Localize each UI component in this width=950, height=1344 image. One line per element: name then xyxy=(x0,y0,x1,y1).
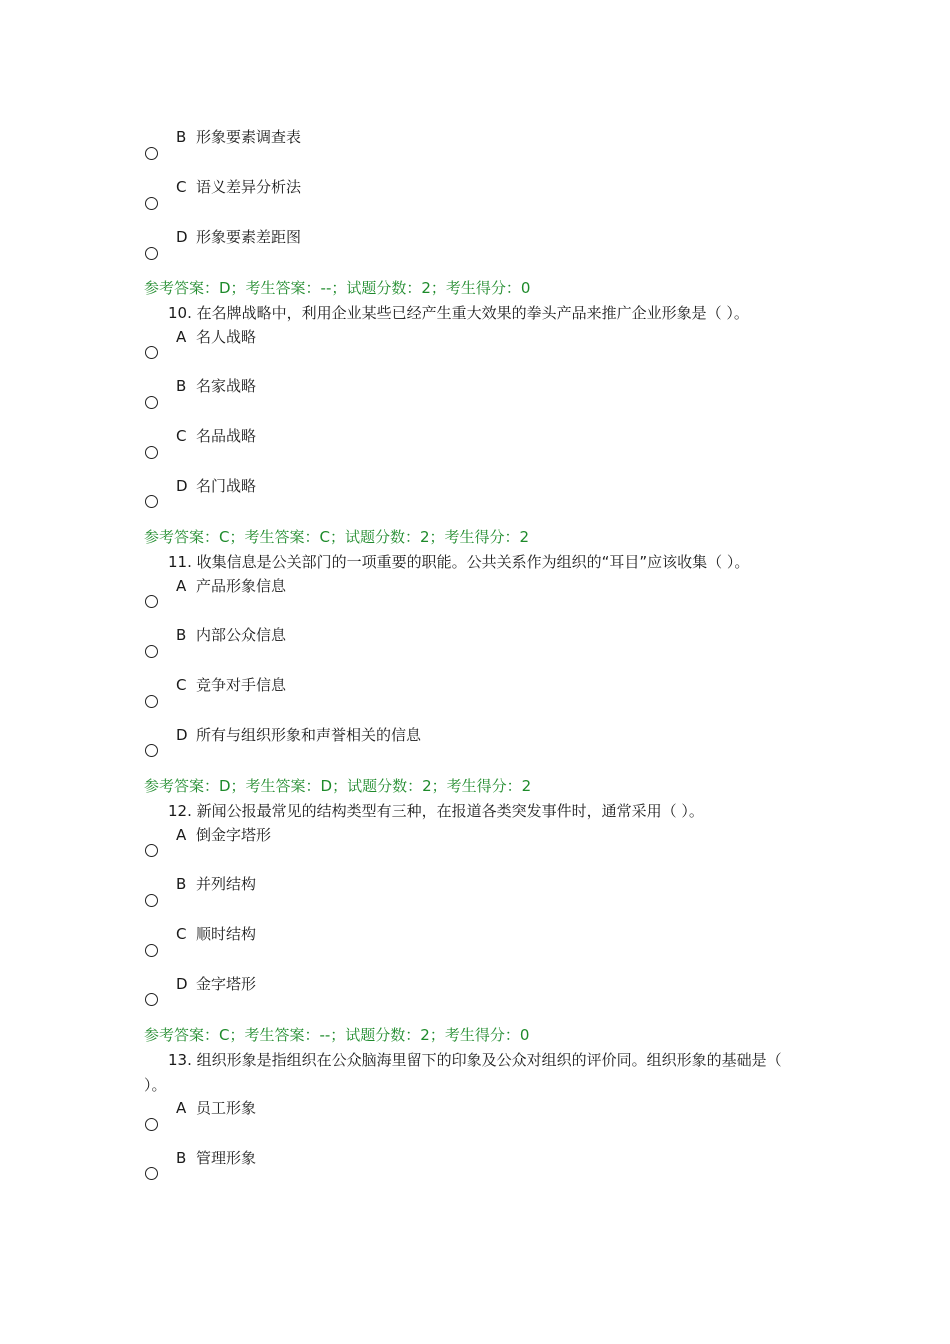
radio-option-d[interactable] xyxy=(145,495,158,508)
question-13: 13. 组织形象是指组织在公众脑海里留下的印象及公众对组织的评价同。组织形象的基础是（ xyxy=(168,1051,782,1069)
radio-option-b[interactable] xyxy=(145,396,158,409)
option-a: A 倒金字塔形 xyxy=(176,826,272,844)
question-12: 12. 新闻公报最常见的结构类型有三种，在报道各类突发事件时，通常采用（ ）。 xyxy=(168,802,704,820)
option-b: B 形象要素调查表 xyxy=(176,128,302,146)
radio-option-c[interactable] xyxy=(145,446,158,459)
radio-option-c[interactable] xyxy=(145,695,158,708)
option-b: B 并列结构 xyxy=(176,875,257,893)
radio-option-d[interactable] xyxy=(145,247,158,260)
radio-option-b[interactable] xyxy=(145,1167,158,1180)
option-c: C 语义差异分析法 xyxy=(176,178,302,196)
option-b: B 内部公众信息 xyxy=(176,626,287,644)
option-c: C 竞争对手信息 xyxy=(176,676,287,694)
option-d: D 形象要素差距图 xyxy=(176,228,302,246)
radio-option-a[interactable] xyxy=(145,346,158,359)
option-a: A 名人战略 xyxy=(176,328,257,346)
answer-line: 参考答案：C；考生答案：C；试题分数：2；考生得分：2 xyxy=(144,528,530,546)
radio-option-a[interactable] xyxy=(145,595,158,608)
option-b: B 管理形象 xyxy=(176,1149,257,1167)
question-11: 11. 收集信息是公关部门的一项重要的职能。公共关系作为组织的“耳目”应该收集（ ）。 xyxy=(168,553,750,571)
option-d: D 名门战略 xyxy=(176,477,257,495)
option-a: A 员工形象 xyxy=(176,1099,257,1117)
answer-line: 参考答案：C；考生答案：--；试题分数：2；考生得分：0 xyxy=(144,1026,530,1044)
radio-option-b[interactable] xyxy=(145,147,158,160)
option-a: A 产品形象信息 xyxy=(176,577,287,595)
radio-option-a[interactable] xyxy=(145,844,158,857)
question-13-continuation: ）。 xyxy=(144,1076,167,1094)
radio-option-c[interactable] xyxy=(145,944,158,957)
question-10: 10. 在名牌战略中，利用企业某些已经产生重大效果的拳头产品来推广企业形象是（ ）。 xyxy=(168,304,749,322)
radio-option-a[interactable] xyxy=(145,1118,158,1131)
answer-line: 参考答案：D；考生答案：--；试题分数：2；考生得分：0 xyxy=(144,279,531,297)
radio-option-b[interactable] xyxy=(145,645,158,658)
option-b: B 名家战略 xyxy=(176,377,257,395)
option-c: C 顺时结构 xyxy=(176,925,257,943)
option-c: C 名品战略 xyxy=(176,427,257,445)
radio-option-c[interactable] xyxy=(145,197,158,210)
radio-option-d[interactable] xyxy=(145,993,158,1006)
radio-option-d[interactable] xyxy=(145,744,158,757)
answer-line: 参考答案：D；考生答案：D；试题分数：2；考生得分：2 xyxy=(144,777,532,795)
radio-option-b[interactable] xyxy=(145,894,158,907)
option-d: D 所有与组织形象和声誉相关的信息 xyxy=(176,726,422,744)
option-d: D 金字塔形 xyxy=(176,975,257,993)
